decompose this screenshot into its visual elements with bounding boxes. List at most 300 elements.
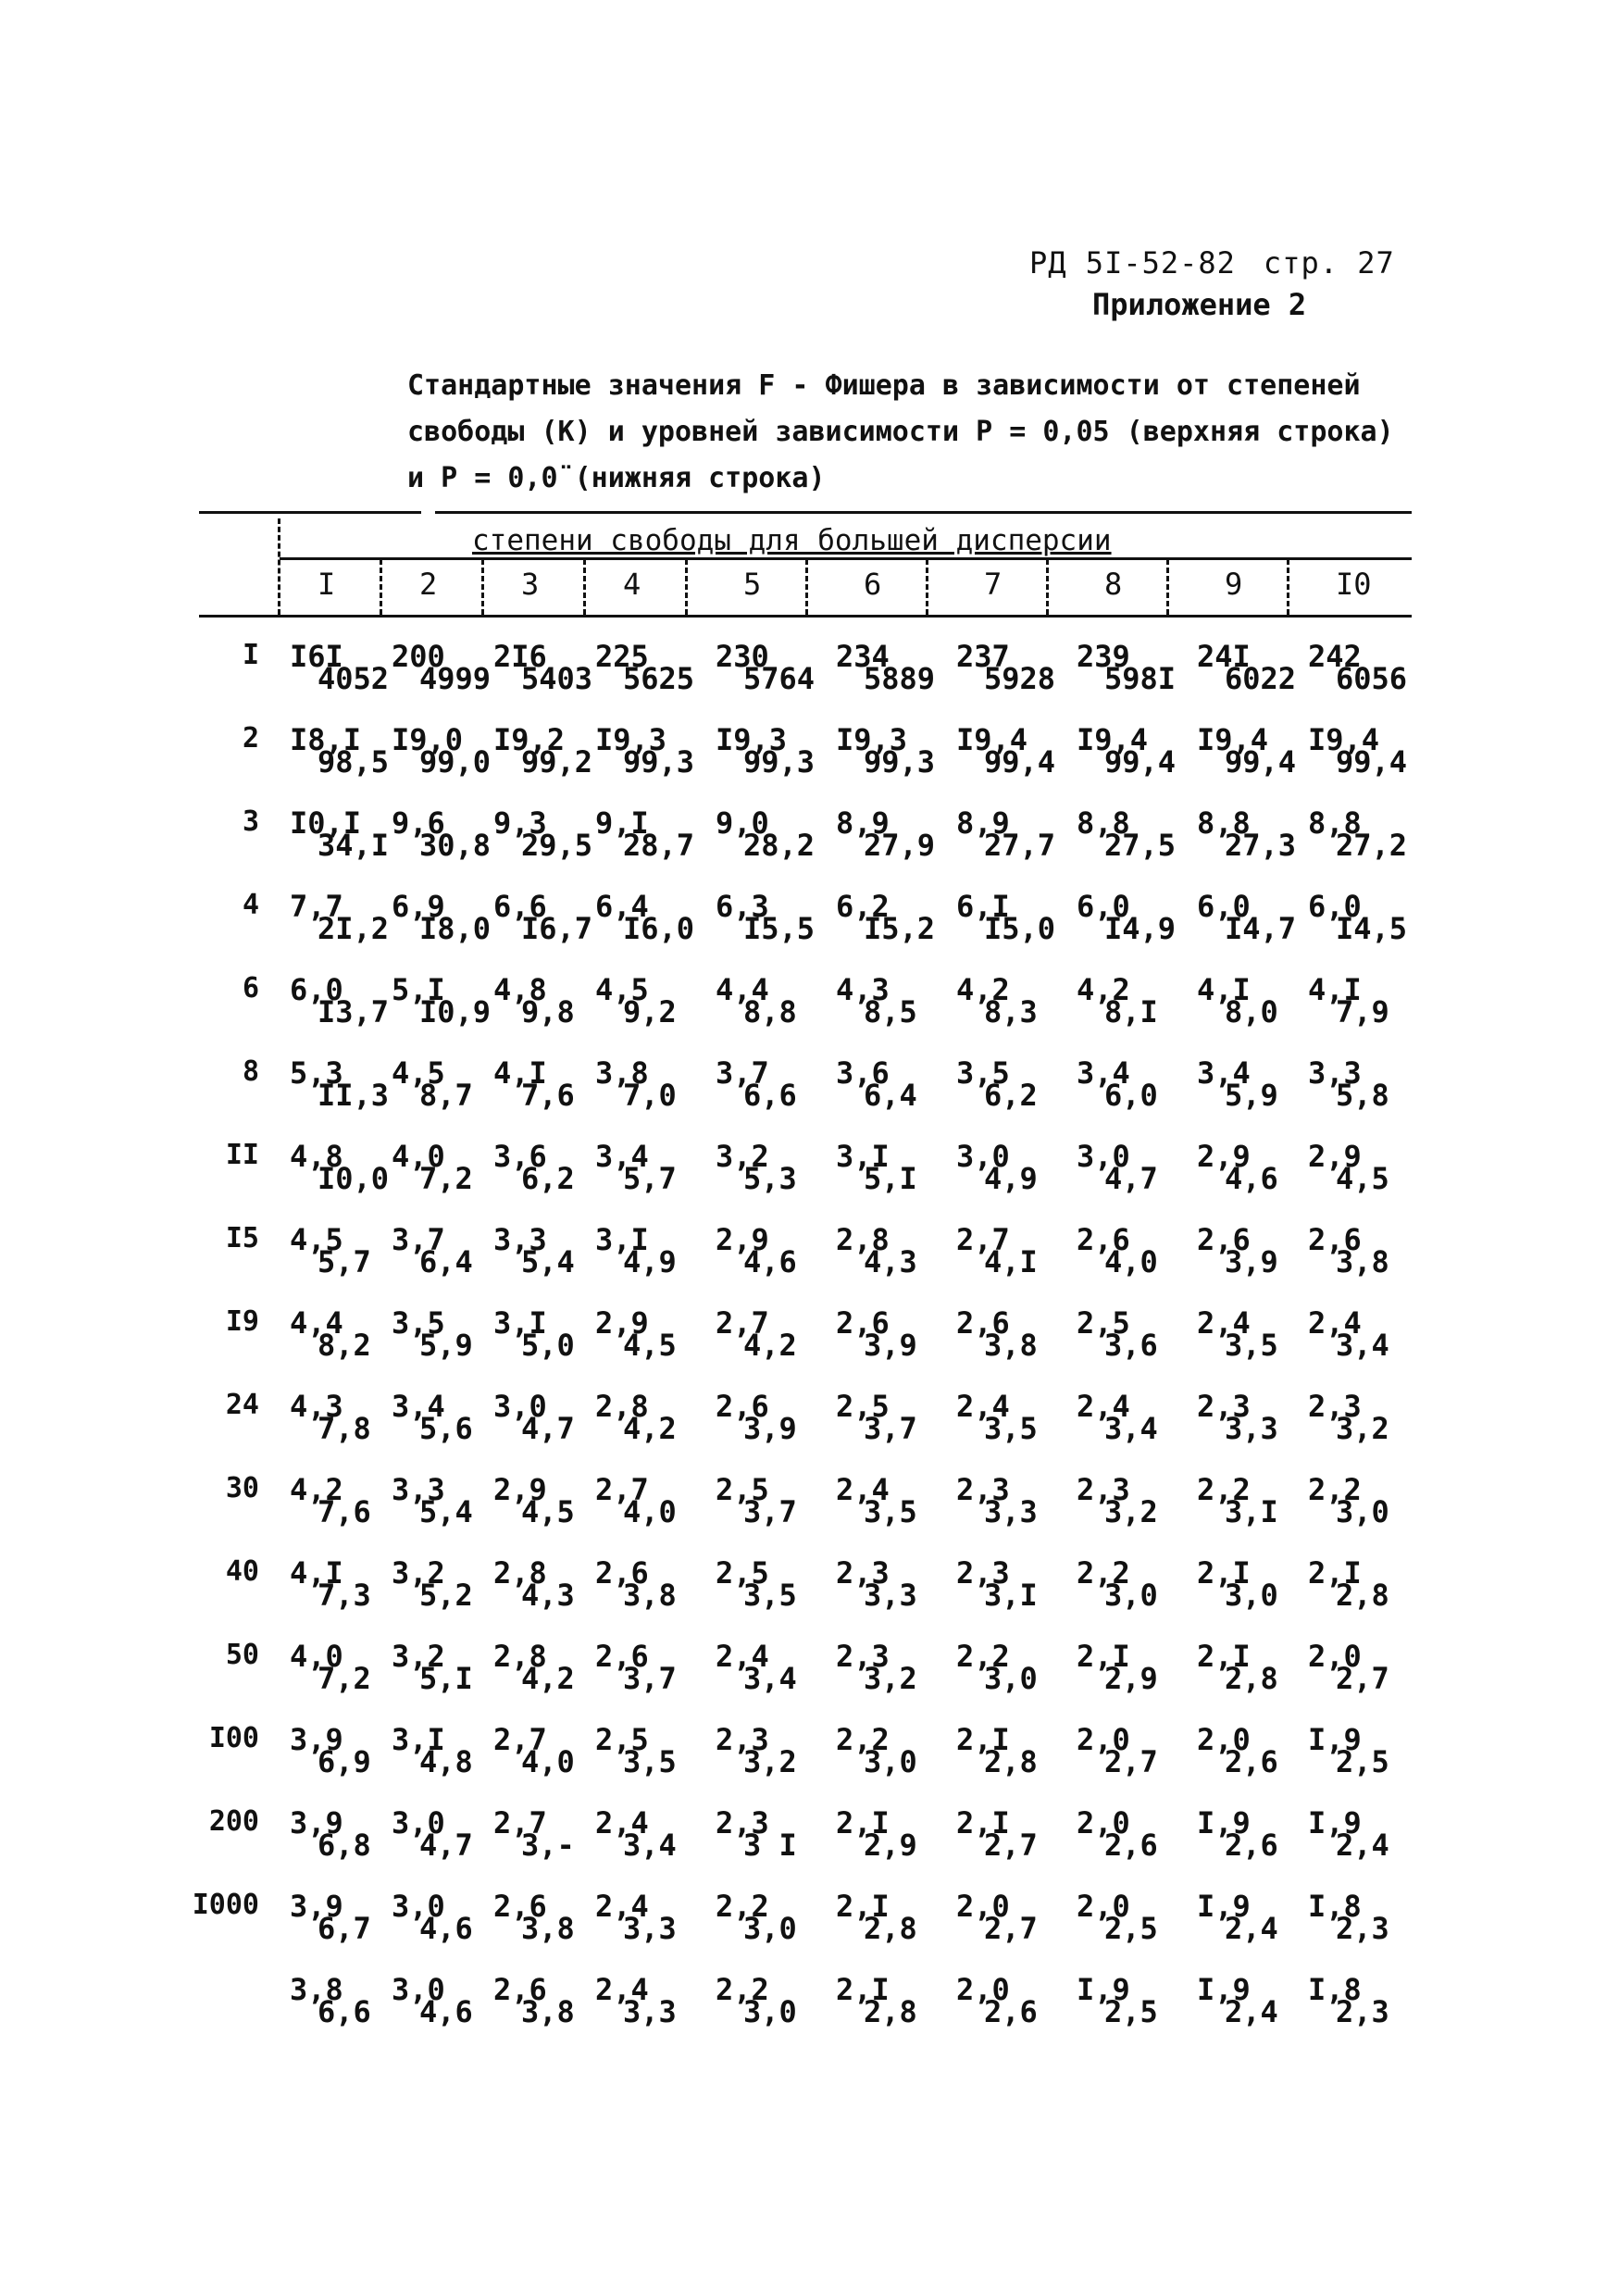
column-header: 8 [1104, 567, 1123, 602]
value-p001: 3,8 [521, 1911, 575, 1946]
value-p005: 4,2 [290, 1472, 343, 1507]
value-p005: 234 [836, 639, 890, 674]
value-p005: 2,2 [836, 1722, 890, 1757]
row-label: II [225, 1139, 259, 1171]
value-p001: 29,5 [521, 828, 593, 863]
value-p001: 3,5 [984, 1411, 1038, 1446]
value-p005: 8,8 [1077, 805, 1130, 841]
row-label-separator [278, 518, 280, 615]
value-p001: 99,4 [984, 744, 1056, 780]
value-p005: 2,I [836, 1889, 890, 1924]
value-p001: 3,3 [864, 1578, 917, 1613]
value-p001: 7,2 [318, 1661, 371, 1696]
column-header: 7 [984, 567, 1003, 602]
value-p001: 4,7 [1104, 1161, 1158, 1196]
value-p001: 6,6 [318, 1994, 371, 2029]
value-p001: 2,7 [984, 1828, 1038, 1863]
caption-line-2: свободы (К) и уровней зависимости Р = 0,05 (верхняя строка) [407, 416, 1394, 448]
value-p001: 7,6 [318, 1494, 371, 1529]
value-p001: 3,5 [623, 1744, 677, 1779]
value-p001: 2,4 [1225, 1994, 1278, 2029]
value-p005: 7,7 [290, 889, 343, 924]
row-label: 30 [225, 1472, 259, 1504]
value-p001: 3,3 [623, 1994, 677, 2029]
column-separator [805, 559, 808, 615]
value-p001: 8,I [1104, 994, 1158, 1029]
column-header: 3 [521, 567, 540, 602]
value-p005: 2,I [836, 1805, 890, 1841]
value-p005: 2,7 [595, 1472, 649, 1507]
value-p005: 2,4 [1197, 1305, 1251, 1341]
value-p005: 6,0 [1308, 889, 1362, 924]
value-p005: 8,8 [1308, 805, 1362, 841]
row-label: 200 [208, 1805, 259, 1838]
value-p005: 9,6 [392, 805, 445, 841]
value-p001: 3,7 [743, 1494, 797, 1529]
value-p005: 2,2 [1197, 1472, 1251, 1507]
row-label: I [242, 639, 259, 671]
value-p001: 3,8 [984, 1328, 1038, 1363]
value-p005: I,9 [1308, 1722, 1362, 1757]
value-p005: 2,7 [493, 1722, 547, 1757]
value-p005: 2,I [956, 1805, 1010, 1841]
value-p001: 598I [1104, 661, 1177, 696]
value-p001: 6056 [1336, 661, 1408, 696]
value-p001: 5,7 [318, 1244, 371, 1279]
value-p001: I4,5 [1336, 911, 1408, 946]
value-p005: 2,6 [716, 1389, 769, 1424]
value-p001: 99,3 [743, 744, 816, 780]
value-p001: 8,3 [984, 994, 1038, 1029]
column-separator [1287, 559, 1289, 615]
top-rule-left [199, 511, 421, 514]
value-p005: 9,0 [716, 805, 769, 841]
value-p001: 3,2 [1336, 1411, 1389, 1446]
value-p001: I0,0 [318, 1161, 390, 1196]
value-p001: I5,5 [743, 911, 816, 946]
value-p005: 2,5 [595, 1722, 649, 1757]
value-p001: 2,8 [864, 1994, 917, 2029]
column-separator [481, 559, 484, 615]
value-p001: 2,6 [1225, 1744, 1278, 1779]
value-p001: 7,2 [419, 1161, 473, 1196]
value-p005: 2,6 [1197, 1222, 1251, 1257]
value-p001: 3,2 [1104, 1494, 1158, 1529]
value-p001: 5,7 [623, 1161, 677, 1196]
value-p001: I0,9 [419, 994, 492, 1029]
value-p001: 4,9 [984, 1161, 1038, 1196]
value-p001: 5403 [521, 661, 593, 696]
value-p005: 3,0 [392, 1889, 445, 1924]
value-p001: 2,4 [1336, 1828, 1389, 1863]
appendix-title: Приложение 2 [1092, 287, 1307, 322]
value-p001: 4,0 [1104, 1244, 1158, 1279]
value-p001: 3,0 [984, 1661, 1038, 1696]
row-label: I9 [225, 1305, 259, 1338]
value-p005: 6,9 [392, 889, 445, 924]
value-p001: 2,8 [864, 1911, 917, 1946]
value-p001: 2,9 [1104, 1661, 1158, 1696]
value-p001: I8,0 [419, 911, 492, 946]
value-p005: 3,I [836, 1139, 890, 1174]
value-p005: 2,4 [595, 1805, 649, 1841]
value-p001: 3,8 [521, 1994, 575, 2029]
row-label: 50 [225, 1639, 259, 1671]
value-p005: 3,2 [716, 1139, 769, 1174]
value-p005: 2,6 [595, 1555, 649, 1591]
value-p001: 8,0 [1225, 994, 1278, 1029]
value-p001: 5928 [984, 661, 1056, 696]
value-p001: 3,0 [1336, 1494, 1389, 1529]
value-p005: I6I [290, 639, 343, 674]
value-p001: 5,9 [419, 1328, 473, 1363]
value-p001: 4,9 [623, 1244, 677, 1279]
row-label: I000 [192, 1889, 259, 1921]
value-p005: 2,4 [956, 1389, 1010, 1424]
row-label: 3 [242, 805, 259, 838]
value-p005: 4,I [290, 1555, 343, 1591]
value-p001: 99,2 [521, 744, 593, 780]
value-p005: I,9 [1077, 1972, 1130, 2007]
value-p001: 8,8 [743, 994, 797, 1029]
value-p005: 2,5 [1077, 1305, 1130, 1341]
value-p005: 2,3 [716, 1805, 769, 1841]
value-p005: 4,3 [290, 1389, 343, 1424]
value-p001: 27,5 [1104, 828, 1177, 863]
value-p001: 27,7 [984, 828, 1056, 863]
value-p001: I5,2 [864, 911, 936, 946]
value-p005: 3,4 [595, 1139, 649, 1174]
value-p001: 8,7 [419, 1078, 473, 1113]
value-p005: 2,I [836, 1972, 890, 2007]
value-p005: 2,8 [595, 1389, 649, 1424]
value-p001: 5764 [743, 661, 816, 696]
value-p001: 4,2 [521, 1661, 575, 1696]
value-p005: 2,5 [716, 1472, 769, 1507]
value-p001: 4,0 [623, 1494, 677, 1529]
value-p005: I,8 [1308, 1889, 1362, 1924]
value-p001: 4,7 [419, 1828, 473, 1863]
value-p005: 2,4 [1077, 1389, 1130, 1424]
value-p001: 3,2 [743, 1744, 797, 1779]
value-p001: 3,5 [1225, 1328, 1278, 1363]
value-p005: 225 [595, 639, 649, 674]
value-p005: 6,0 [290, 972, 343, 1007]
value-p005: 2,I [1077, 1639, 1130, 1674]
value-p005: 5,3 [290, 1055, 343, 1091]
value-p001: 2,9 [864, 1828, 917, 1863]
column-separator [1046, 559, 1049, 615]
value-p005: I8,I [290, 722, 362, 757]
value-p005: 24I [1197, 639, 1251, 674]
value-p001: 5,6 [419, 1411, 473, 1446]
value-p005: 3,6 [836, 1055, 890, 1091]
value-p005: 3,I [595, 1222, 649, 1257]
value-p001: 99,3 [623, 744, 695, 780]
value-p005: 3,9 [290, 1722, 343, 1757]
value-p005: 2,9 [716, 1222, 769, 1257]
value-p005: 237 [956, 639, 1010, 674]
value-p001: 6,8 [318, 1828, 371, 1863]
value-p005: 2,6 [1308, 1222, 1362, 1257]
value-p005: 2,2 [1077, 1555, 1130, 1591]
value-p005: 2,3 [1308, 1389, 1362, 1424]
value-p001: 3,7 [864, 1411, 917, 1446]
value-p001: 4,6 [419, 1994, 473, 2029]
value-p001: 2,8 [1225, 1661, 1278, 1696]
value-p001: 28,7 [623, 828, 695, 863]
row-label: 4 [242, 889, 259, 921]
value-p005: 3,0 [956, 1139, 1010, 1174]
group-rule [280, 557, 1412, 560]
value-p005: 2,6 [1077, 1222, 1130, 1257]
value-p005: 3,2 [392, 1639, 445, 1674]
value-p005: 2,8 [836, 1222, 890, 1257]
value-p001: 3,0 [743, 1994, 797, 2029]
value-p005: 4,2 [956, 972, 1010, 1007]
value-p005: 2,0 [956, 1972, 1010, 2007]
value-p005: 5,I [392, 972, 445, 1007]
value-p001: 3,0 [1104, 1578, 1158, 1613]
value-p001: 2,5 [1104, 1911, 1158, 1946]
value-p005: 4,5 [290, 1222, 343, 1257]
value-p005: 3,3 [493, 1222, 547, 1257]
value-p001: 9,8 [521, 994, 575, 1029]
value-p001: 5,8 [1336, 1078, 1389, 1113]
value-p005: 3,2 [392, 1555, 445, 1591]
row-label: I5 [225, 1222, 259, 1254]
value-p005: 3,9 [290, 1889, 343, 1924]
value-p001: 3,4 [1336, 1328, 1389, 1363]
value-p005: 2,3 [1077, 1472, 1130, 1507]
doc-code-text: РД 5I-52-82 [1029, 245, 1236, 281]
value-p001: 2,7 [1104, 1744, 1158, 1779]
value-p001: 2,6 [984, 1994, 1038, 2029]
value-p005: 2I6 [493, 639, 547, 674]
value-p005: 3,8 [290, 1972, 343, 2007]
value-p005: I9,3 [716, 722, 788, 757]
value-p005: 3,0 [392, 1972, 445, 2007]
value-p005: 4,5 [595, 972, 649, 1007]
column-header: 4 [623, 567, 641, 602]
value-p005: 2,5 [836, 1389, 890, 1424]
value-p005: 4,I [493, 1055, 547, 1091]
value-p005: 6,3 [716, 889, 769, 924]
column-header: 2 [419, 567, 438, 602]
header-bottom-rule [199, 615, 1412, 618]
value-p001: 4,6 [419, 1911, 473, 1946]
value-p005: I9,4 [1308, 722, 1380, 757]
value-p005: 2,3 [716, 1722, 769, 1757]
value-p005: I9,2 [493, 722, 566, 757]
value-p005: 2,2 [716, 1972, 769, 2007]
value-p001: 7,6 [521, 1078, 575, 1113]
value-p001: 4,7 [521, 1411, 575, 1446]
value-p005: I,9 [1308, 1805, 1362, 1841]
value-p001: 4052 [318, 661, 390, 696]
value-p005: I0,I [290, 805, 362, 841]
value-p001: 4,5 [1336, 1161, 1389, 1196]
value-p005: 4,8 [290, 1139, 343, 1174]
value-p001: 2,6 [1225, 1828, 1278, 1863]
value-p001: 30,8 [419, 828, 492, 863]
value-p005: 6,6 [493, 889, 547, 924]
column-header: 9 [1225, 567, 1243, 602]
value-p001: 7,8 [318, 1411, 371, 1446]
value-p005: 3,8 [595, 1055, 649, 1091]
value-p001: 2,3 [1336, 1911, 1389, 1946]
column-separator [583, 559, 586, 615]
value-p001: 3,3 [984, 1494, 1038, 1529]
value-p001: 3,8 [623, 1578, 677, 1613]
value-p001: 3,- [521, 1828, 575, 1863]
value-p005: 2,2 [956, 1639, 1010, 1674]
value-p005: 4,5 [392, 1055, 445, 1091]
value-p001: 3,9 [1225, 1244, 1278, 1279]
value-p001: 4,3 [521, 1578, 575, 1613]
value-p001: 3,3 [623, 1911, 677, 1946]
value-p005: I,9 [1197, 1889, 1251, 1924]
value-p005: 239 [1077, 639, 1130, 674]
value-p001: 3 I [743, 1828, 797, 1863]
value-p001: 6,4 [419, 1244, 473, 1279]
value-p005: 3,3 [392, 1472, 445, 1507]
value-p001: 99,4 [1336, 744, 1408, 780]
value-p005: I9,0 [392, 722, 464, 757]
column-separator [1166, 559, 1169, 615]
value-p005: I,9 [1197, 1972, 1251, 2007]
value-p001: 4,6 [1225, 1161, 1278, 1196]
column-header: I [318, 567, 336, 602]
row-label: I00 [208, 1722, 259, 1754]
value-p005: 6,0 [1197, 889, 1251, 924]
value-p005: I9,4 [956, 722, 1028, 757]
value-p005: 2,3 [1197, 1389, 1251, 1424]
value-p001: 27,3 [1225, 828, 1297, 863]
value-p005: I9,4 [1197, 722, 1269, 757]
value-p001: 8,2 [318, 1328, 371, 1363]
value-p001: 2,8 [1336, 1578, 1389, 1613]
value-p005: 2,0 [956, 1889, 1010, 1924]
value-p005: 2,0 [1197, 1722, 1251, 1757]
value-p001: I5,0 [984, 911, 1056, 946]
value-p001: 7,9 [1336, 994, 1389, 1029]
value-p001: 4,0 [521, 1744, 575, 1779]
value-p001: 27,9 [864, 828, 936, 863]
value-p001: 3,7 [623, 1661, 677, 1696]
table-caption [407, 363, 1426, 502]
value-p005: 9,I [595, 805, 649, 841]
value-p001: 3,2 [864, 1661, 917, 1696]
value-p005: 6,4 [595, 889, 649, 924]
value-p005: 3,4 [1197, 1055, 1251, 1091]
value-p001: 5,9 [1225, 1078, 1278, 1113]
value-p005: 2,4 [1308, 1305, 1362, 1341]
value-p001: I6,7 [521, 911, 593, 946]
value-p005: I9,3 [595, 722, 667, 757]
value-p001: 3,0 [743, 1911, 797, 1946]
value-p001: 2,6 [1104, 1828, 1158, 1863]
value-p005: 2,2 [716, 1889, 769, 1924]
value-p005: 4,I [1197, 972, 1251, 1007]
value-p001: 5,0 [521, 1328, 575, 1363]
value-p001: 4,6 [743, 1244, 797, 1279]
column-header: I0 [1336, 567, 1372, 602]
value-p001: 2I,2 [318, 911, 390, 946]
value-p001: 3,8 [1336, 1244, 1389, 1279]
value-p005: 4,3 [836, 972, 890, 1007]
value-p001: 5,4 [521, 1244, 575, 1279]
value-p001: 3,5 [743, 1578, 797, 1613]
value-p001: 6,7 [318, 1911, 371, 1946]
value-p005: 2,9 [1308, 1139, 1362, 1174]
value-p005: 2,4 [595, 1972, 649, 2007]
value-p001: 6,6 [743, 1078, 797, 1113]
value-p005: 2,6 [956, 1305, 1010, 1341]
column-header: 6 [864, 567, 882, 602]
value-p005: 6,0 [1077, 889, 1130, 924]
value-p001: 4,8 [419, 1744, 473, 1779]
value-p005: 2,I [1308, 1555, 1362, 1591]
value-p001: 9,2 [623, 994, 677, 1029]
value-p005: 6,2 [836, 889, 890, 924]
value-p001: 3,I [984, 1578, 1038, 1613]
value-p005: 2,9 [493, 1472, 547, 1507]
value-p005: 2,8 [493, 1555, 547, 1591]
value-p005: 2,9 [595, 1305, 649, 1341]
value-p005: 2,3 [836, 1639, 890, 1674]
value-p001: 5,3 [743, 1161, 797, 1196]
value-p001: 5889 [864, 661, 936, 696]
value-p001: 2,5 [1336, 1744, 1389, 1779]
value-p001: 34,I [318, 828, 390, 863]
value-p005: 242 [1308, 639, 1362, 674]
value-p001: 3,4 [1104, 1411, 1158, 1446]
value-p001: 4,3 [864, 1244, 917, 1279]
value-p005: 2,7 [716, 1305, 769, 1341]
value-p005: 3,5 [956, 1055, 1010, 1091]
row-label: 24 [225, 1389, 259, 1421]
value-p001: 4,I [984, 1244, 1038, 1279]
value-p001: I6,0 [623, 911, 695, 946]
value-p005: 3,5 [392, 1305, 445, 1341]
column-separator [380, 559, 382, 615]
row-label: 6 [242, 972, 259, 1004]
value-p001: 7,3 [318, 1578, 371, 1613]
value-p001: 6,4 [864, 1078, 917, 1113]
value-p005: 2,0 [1077, 1805, 1130, 1841]
value-p001: 2,5 [1104, 1994, 1158, 2029]
value-p005: 4,I [1308, 972, 1362, 1007]
value-p005: 4,2 [1077, 972, 1130, 1007]
value-p001: 5,I [419, 1661, 473, 1696]
value-p005: 200 [392, 639, 445, 674]
value-p005: 2,4 [595, 1889, 649, 1924]
value-p001: 6,2 [521, 1161, 575, 1196]
value-p005: 6,I [956, 889, 1010, 924]
value-p001: 3,9 [864, 1328, 917, 1363]
column-separator [685, 559, 688, 615]
value-p005: 2,0 [1308, 1639, 1362, 1674]
value-p005: 2,6 [836, 1305, 890, 1341]
value-p001: 7,0 [623, 1078, 677, 1113]
value-p005: 3,7 [392, 1222, 445, 1257]
value-p001: 6,2 [984, 1078, 1038, 1113]
value-p001: 5,4 [419, 1494, 473, 1529]
value-p001: 3,6 [1104, 1328, 1158, 1363]
value-p005: I9,3 [836, 722, 908, 757]
value-p001: I4,9 [1104, 911, 1177, 946]
